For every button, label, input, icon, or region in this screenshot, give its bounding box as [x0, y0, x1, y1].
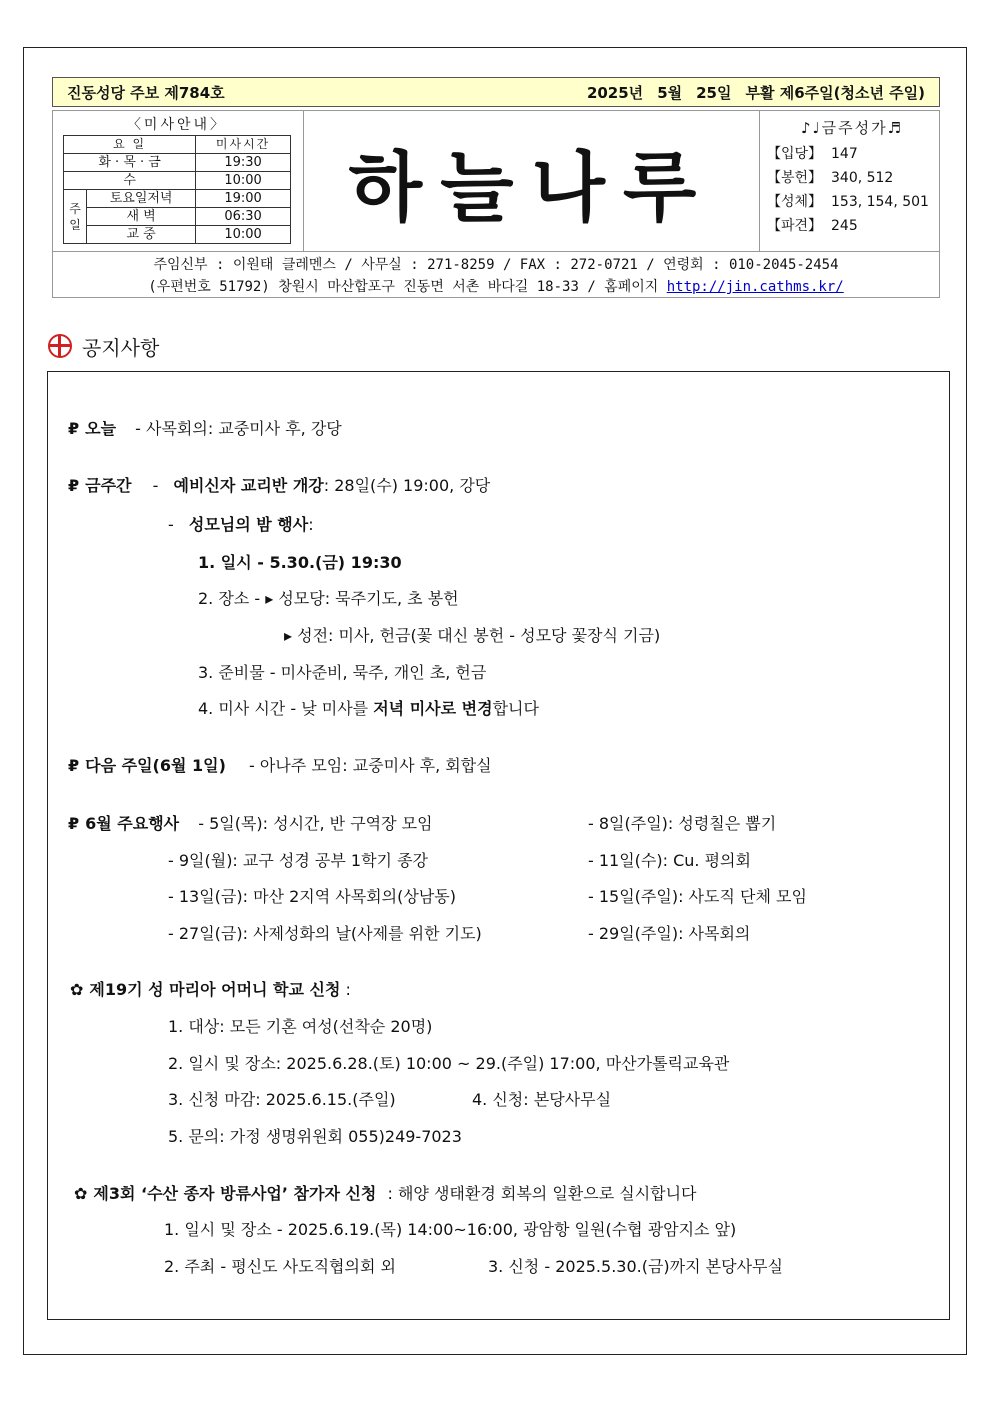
bulletin-issue: 진동성당 주보 제784호: [67, 83, 225, 102]
table-row: 화 · 목 · 금 19:30: [64, 154, 291, 172]
hymn-row: 【성체】 153, 154, 501: [767, 194, 929, 210]
list-item: - 15일(주일): 사도직 단체 모임: [588, 887, 807, 906]
masthead: [52, 110, 940, 298]
mass-table: [63, 135, 291, 244]
notice-today: ₽ 오늘 - 사목회의: 교중미사 후, 강당: [68, 419, 342, 438]
list-item: 4. 미사 시간 - 낮 미사를 저녁 미사로 변경합니다: [198, 699, 539, 718]
mass-guide-title: 〈미사안내〉: [126, 117, 228, 133]
notice-june: ₽ 6월 주요행사 - 5일(목): 성시간, 반 구역장 모임: [68, 814, 433, 833]
table-row: 교 중 10:00: [64, 226, 291, 244]
col-day: 요 일: [64, 136, 196, 154]
list-item: - 9일(월): 교구 성경 공부 1학기 종강: [168, 851, 428, 870]
col-time: 미사시간: [196, 136, 291, 154]
list-item: 2. 일시 및 장소: 2025.6.28.(토) 10:00 ~ 29.(주일) 17:00, 마산가톨릭교육관: [168, 1054, 730, 1073]
notice-next-sunday: ₽ 다음 주일(6월 1일) - 아나주 모임: 교중미사 후, 회합실: [68, 756, 492, 775]
bulletin-date: 2025년 5월 25일 부활 제6주일(청소년 주일): [586, 83, 925, 102]
list-item: - 8일(주일): 성령칠은 뽑기: [588, 814, 777, 833]
homepage-link[interactable]: http://jin.cathms.kr/: [666, 279, 844, 295]
list-item: 1. 일시 및 장소 - 2025.6.19.(목) 14:00~16:00, 광암항 일원(수협 광암지소 앞): [164, 1220, 737, 1239]
notice-title: 공지사항: [82, 335, 160, 360]
contact-info: [53, 251, 939, 300]
mass-guide: [61, 115, 293, 244]
notice-box: [47, 371, 950, 1320]
contact-line: 주임신부 : 이원태 클레멘스 / 사무실 : 271-8259 / FAX : 272-0721 / 연령회 : 010-2045-2454: [153, 257, 839, 273]
bulletin-header: [52, 77, 940, 107]
hymns-title: ♪♩금주성가♬: [800, 119, 904, 137]
cross-circle-icon: [48, 334, 72, 358]
list-item: - 29일(주일): 사목회의: [588, 924, 751, 943]
list-item: 3. 신청 - 2025.5.30.(금)까지 본당사무실: [488, 1257, 783, 1276]
list-item: 5. 문의: 가정 생명위원회 055)249-7023: [168, 1127, 462, 1146]
list-item: 2. 주최 - 평신도 사도직협의회 외: [164, 1257, 396, 1276]
list-item: - 11일(수): Cu. 평의회: [588, 851, 751, 870]
notice-heading: [48, 331, 159, 361]
list-item: 3. 신청 마감: 2025.6.15.(주일): [168, 1090, 396, 1109]
list-item: 1. 대상: 모든 기혼 여성(선착순 20명): [168, 1017, 433, 1036]
bulletin-logo: 하늘나루: [303, 111, 760, 251]
flower-icon: ✿: [74, 1184, 88, 1203]
list-item: - 13일(금): 마산 2지역 사목회의(상남동): [168, 887, 456, 906]
table-row: 수 10:00: [64, 172, 291, 190]
list-item: ▸ 성전: 미사, 헌금(꽃 대신 봉헌 - 성모당 꽃장식 기금): [284, 626, 661, 645]
notice-week-event: - 성모님의 밤 행사:: [168, 515, 314, 534]
list-item: 2. 장소 - ▸ 성모당: 묵주기도, 초 봉헌: [198, 589, 459, 608]
list-item: 4. 신청: 본당사무실: [472, 1090, 612, 1109]
hymn-row: 【파견】 245: [767, 218, 858, 234]
sunday-label: 주일: [64, 190, 87, 244]
table-row: 주일 토요일저녁 19:00: [64, 190, 291, 208]
hymn-row: 【입당】 147: [767, 146, 858, 162]
hymn-row: 【봉헌】 340, 512: [767, 170, 894, 186]
list-item: 1. 일시 - 5.30.(금) 19:30: [198, 553, 402, 572]
hymns: [767, 117, 937, 238]
table-row: 새 벽 06:30: [64, 208, 291, 226]
notice-fish-release: ✿ 제3회 ‘수산 종자 방류사업’ 참가자 신청 : 해양 생태환경 회복의 일환으로 실시합니다: [74, 1184, 697, 1203]
address-line: (우편번호 51792) 창원시 마산합포구 진동면 서촌 바다길 18-33 / 홈페이지 http://jin.cathms.kr/: [148, 279, 844, 295]
list-item: 3. 준비물 - 미사준비, 묵주, 개인 초, 헌금: [198, 663, 487, 682]
flower-icon: ✿: [70, 980, 84, 999]
list-item: - 27일(금): 사제성화의 날(사제를 위한 기도): [168, 924, 482, 943]
notice-mother-school: ✿ 제19기 성 마리아 어머니 학교 신청 :: [70, 980, 351, 999]
notice-week: ₽ 금주간 - 예비신자 교리반 개강: 28일(수) 19:00, 강당: [68, 476, 491, 495]
